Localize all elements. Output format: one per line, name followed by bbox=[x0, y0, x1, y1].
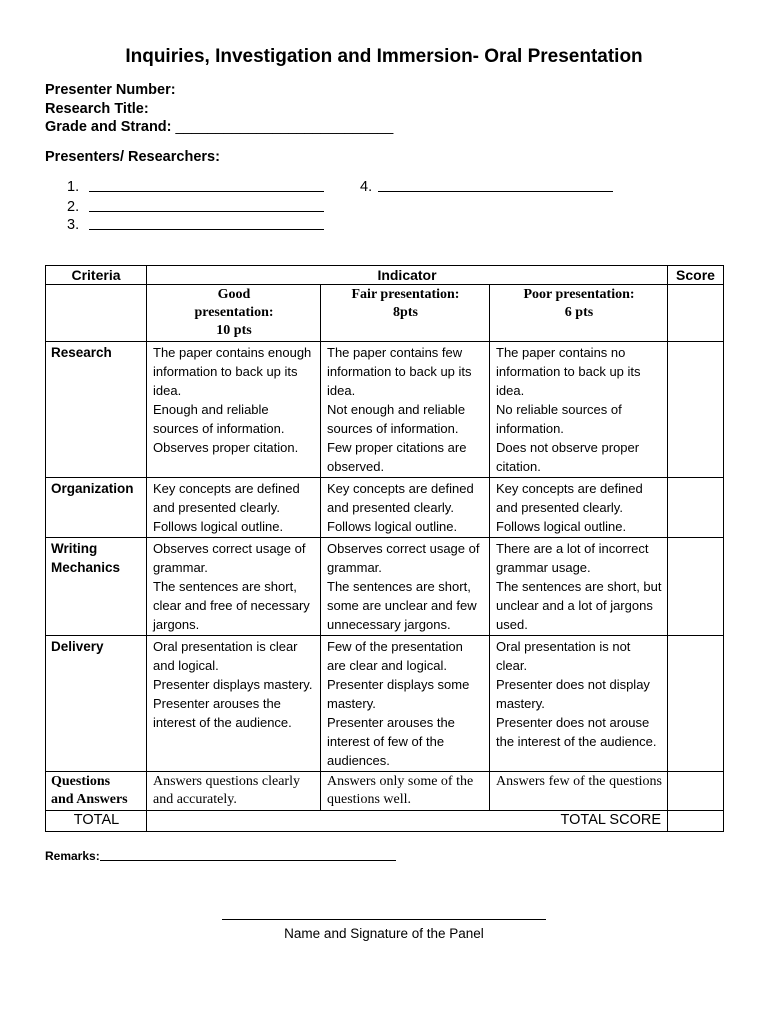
poor-cell bbox=[490, 342, 668, 478]
criteria-cell: Delivery bbox=[46, 636, 147, 772]
remarks-line bbox=[100, 848, 396, 861]
description-line: Answers only some of the questions well. bbox=[327, 774, 474, 807]
description-line: The paper contains no information to back up its idea. bbox=[496, 345, 641, 398]
description-line: Presenter does not display mastery. bbox=[496, 677, 650, 711]
total-row bbox=[46, 811, 724, 832]
description-line: Follows logical outline. bbox=[496, 519, 627, 534]
blank-line bbox=[89, 215, 324, 230]
criteria-header: Criteria bbox=[46, 266, 147, 285]
description-line: Presenter displays some mastery. bbox=[327, 677, 470, 711]
good-cell bbox=[147, 772, 321, 811]
description-line: Presenter arouses the interest of the audience. bbox=[153, 696, 292, 730]
level-line: 10 pts bbox=[216, 323, 252, 338]
poor-cell bbox=[490, 538, 668, 636]
description-line: Not enough and reliable sources of information. bbox=[327, 402, 466, 436]
presenter-number: 1. bbox=[67, 179, 80, 195]
fair-cell bbox=[321, 636, 490, 772]
description-line: The sentences are short, clear and free of necessary jargons. bbox=[153, 579, 310, 632]
total-label: TOTAL bbox=[46, 811, 147, 832]
presenter-line-2 bbox=[67, 197, 324, 215]
description-line: Observes proper citation. bbox=[153, 440, 299, 455]
grade-strand-field bbox=[45, 119, 393, 135]
table-row bbox=[46, 538, 724, 636]
description-line: Key concepts are defined and presented clearly. bbox=[327, 481, 474, 515]
poor-cell bbox=[490, 478, 668, 538]
table-row bbox=[46, 478, 724, 538]
empty-cell bbox=[46, 285, 147, 342]
description-line: Presenter arouses the interest of few of the audiences. bbox=[327, 715, 455, 768]
rubric-levels-row bbox=[46, 285, 724, 342]
good-cell bbox=[147, 478, 321, 538]
page-title: Inquiries, Investigation and Immersion- Oral Presentation bbox=[125, 46, 643, 67]
fair-cell bbox=[321, 342, 490, 478]
criteria-cell: Research bbox=[46, 342, 147, 478]
description-line: Answers questions clearly and accurately. bbox=[153, 774, 300, 807]
table-row bbox=[46, 636, 724, 772]
signature-line bbox=[222, 919, 546, 920]
description-line: Oral presentation is not clear. bbox=[496, 639, 631, 673]
table-row bbox=[46, 342, 724, 478]
description-line: Presenter displays mastery. bbox=[153, 677, 313, 692]
fair-cell bbox=[321, 538, 490, 636]
description-line: The paper contains few information to back up its idea. bbox=[327, 345, 472, 398]
description-line: The sentences are short, but unclear and a lot of jargons used. bbox=[496, 579, 662, 632]
description-line: Few of the presentation are clear and logical. bbox=[327, 639, 463, 673]
poor-cell bbox=[490, 772, 668, 811]
level-line: Fair presentation: bbox=[351, 287, 460, 302]
score-cell bbox=[668, 636, 724, 772]
indicator-header: Indicator bbox=[147, 266, 668, 285]
score-header: Score bbox=[668, 266, 724, 285]
table-row bbox=[46, 772, 724, 811]
description-line: Oral presentation is clear and logical. bbox=[153, 639, 298, 673]
criteria-cell: Writing Mechanics bbox=[46, 538, 147, 636]
presenter-number: 2. bbox=[67, 199, 80, 215]
fair-level-header bbox=[321, 285, 490, 342]
description-line: Key concepts are defined and presented clearly. bbox=[496, 481, 643, 515]
description-line: No reliable sources of information. bbox=[496, 402, 622, 436]
presenter-line-3 bbox=[67, 215, 324, 233]
description-line: Key concepts are defined and presented clearly. bbox=[153, 481, 300, 515]
rubric-table bbox=[45, 265, 724, 832]
score-cell bbox=[668, 772, 724, 811]
level-line: 6 pts bbox=[564, 305, 594, 320]
description-line: Presenter does not arouse the interest of the audience. bbox=[496, 715, 657, 749]
signature-caption: Name and Signature of the Panel bbox=[284, 926, 484, 941]
fair-cell bbox=[321, 478, 490, 538]
description-line: The sentences are short, some are unclear and few unnecessary jargons. bbox=[327, 579, 477, 632]
total-score-label: TOTAL SCORE bbox=[147, 811, 668, 832]
description-line: Enough and reliable sources of information. bbox=[153, 402, 285, 436]
description-line: Few proper citations are observed. bbox=[327, 440, 467, 474]
poor-level-header bbox=[490, 285, 668, 342]
level-line: presentation: bbox=[194, 305, 274, 320]
criteria-cell: Organization bbox=[46, 478, 147, 538]
presenter-number-field: Presenter Number: bbox=[45, 82, 176, 98]
description-line: Answers few of the questions bbox=[496, 774, 662, 789]
remarks-label: Remarks: bbox=[45, 849, 100, 863]
poor-cell bbox=[490, 636, 668, 772]
presenter-line-4 bbox=[360, 177, 613, 195]
total-score-cell bbox=[668, 811, 724, 832]
description-line: Observes correct usage of grammar. bbox=[327, 541, 480, 575]
score-cell bbox=[668, 285, 724, 342]
blank-line bbox=[89, 197, 324, 212]
level-line: Poor presentation: bbox=[523, 287, 635, 302]
blank-line bbox=[378, 177, 613, 192]
presenter-number: 4. bbox=[360, 179, 373, 195]
score-cell bbox=[668, 538, 724, 636]
description-line: Follows logical outline. bbox=[153, 519, 284, 534]
description-line: The paper contains enough information to back up its idea. bbox=[153, 345, 312, 398]
research-title-field: Research Title: bbox=[45, 101, 149, 117]
level-line: Good bbox=[217, 287, 251, 302]
presenter-line-1 bbox=[67, 177, 324, 195]
good-cell bbox=[147, 342, 321, 478]
good-level-header bbox=[147, 285, 321, 342]
good-cell bbox=[147, 636, 321, 772]
rubric-header-row bbox=[46, 266, 724, 285]
good-cell bbox=[147, 538, 321, 636]
level-line: 8pts bbox=[393, 305, 418, 320]
description-line: Follows logical outline. bbox=[327, 519, 458, 534]
description-line: There are a lot of incorrect grammar usage. bbox=[496, 541, 649, 575]
presenters-label: Presenters/ Researchers: bbox=[45, 149, 220, 165]
score-cell bbox=[668, 342, 724, 478]
blank-line bbox=[89, 177, 324, 192]
score-cell bbox=[668, 478, 724, 538]
presenter-number: 3. bbox=[67, 217, 80, 233]
description-line: Observes correct usage of grammar. bbox=[153, 541, 306, 575]
criteria-cell: Questions and Answers bbox=[46, 772, 147, 811]
description-line: Does not observe proper citation. bbox=[496, 440, 640, 474]
grade-strand-blank: ___________________________ bbox=[175, 119, 394, 135]
remarks-field bbox=[45, 848, 396, 863]
grade-strand-label: Grade and Strand: bbox=[45, 119, 176, 135]
fair-cell bbox=[321, 772, 490, 811]
